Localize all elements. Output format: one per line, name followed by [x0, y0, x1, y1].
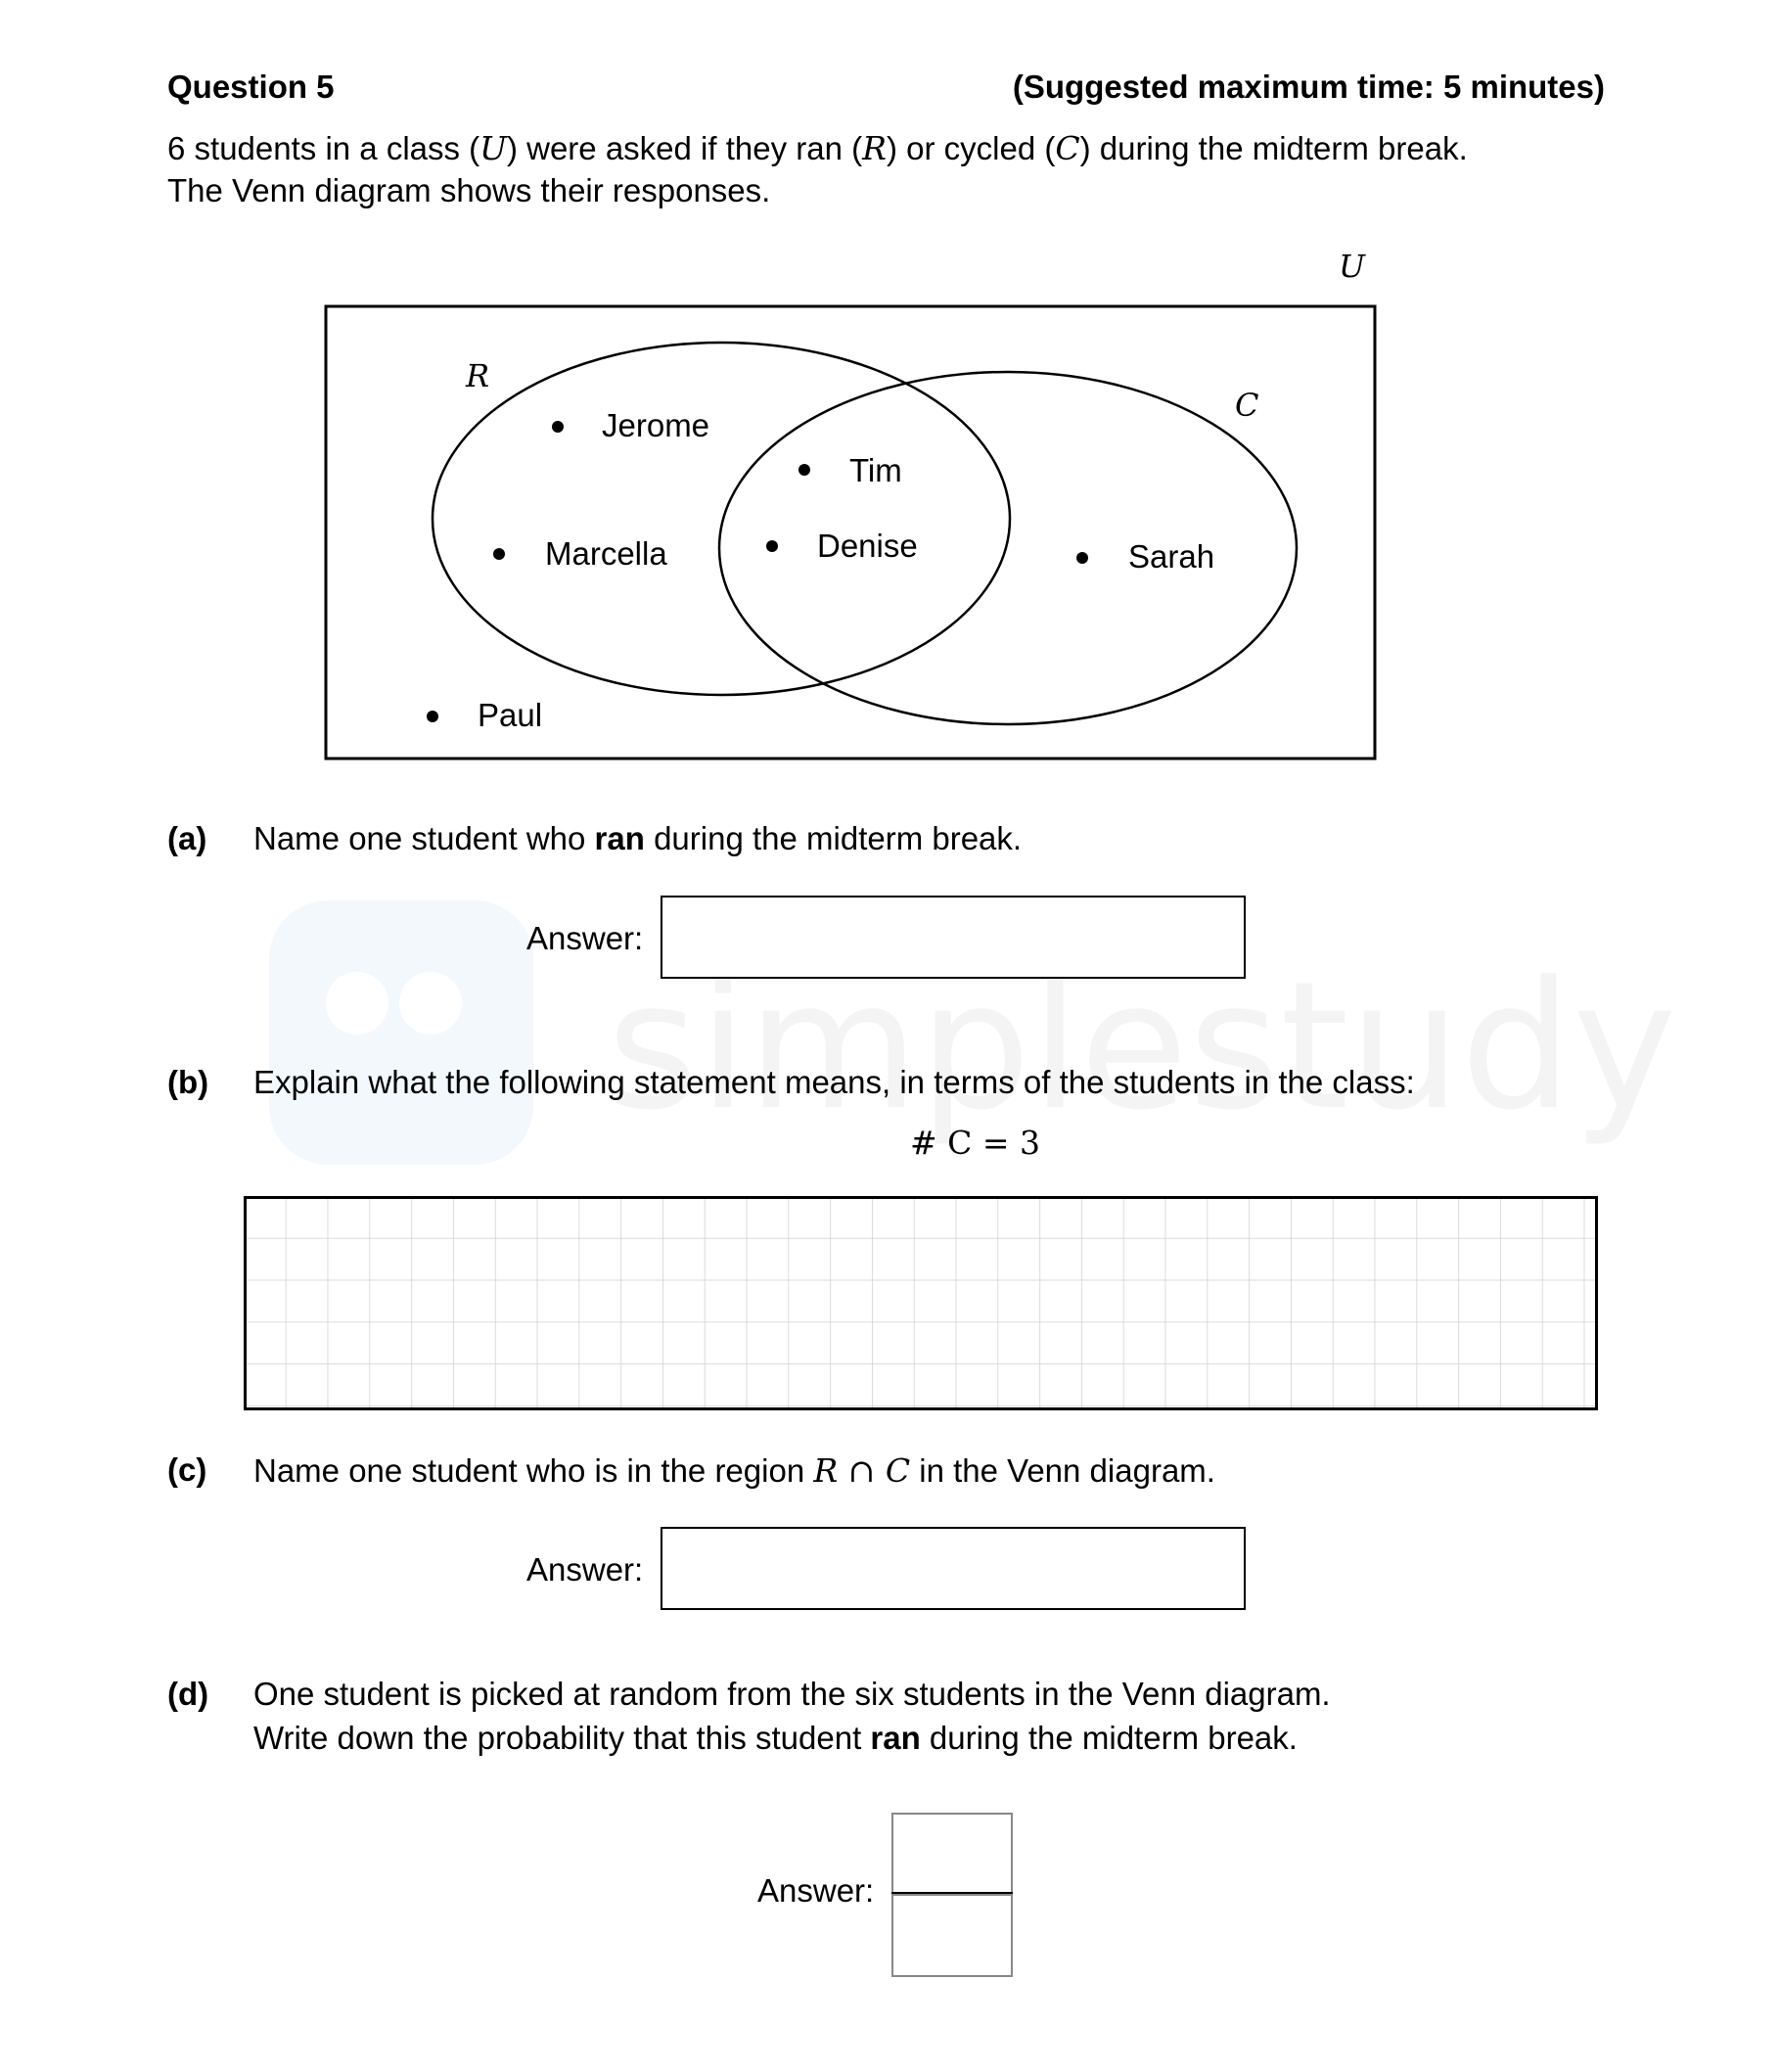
part-d-label: (d) [167, 1676, 209, 1712]
part-d-answer-label: Answer: [757, 1872, 875, 1909]
part-b-text: Explain what the following statement means, in terms of the students in the class: [253, 1064, 1415, 1100]
student-dot [552, 421, 564, 433]
universe-label: U [1339, 248, 1365, 285]
student-tim: Tim [849, 452, 902, 488]
part-d-line-1: One student is picked at random from the six students in the Venn diagram. [253, 1676, 1331, 1712]
time-note: (Suggested maximum time: 5 minutes) [1012, 69, 1605, 105]
part-c-label: (c) [167, 1451, 207, 1488]
student-marcella: Marcella [545, 535, 667, 572]
part-c-text: Name one student who is in the region R ∩ C in the Venn diagram. [253, 1451, 1215, 1490]
part-c-answer-label: Answer: [526, 1551, 644, 1588]
part-c-answer-box[interactable] [661, 1527, 1246, 1610]
student-dot [427, 711, 438, 722]
question-label: Question 5 [167, 69, 335, 105]
student-sarah: Sarah [1128, 538, 1215, 575]
part-a-answer-box[interactable] [661, 896, 1246, 979]
set-c-label: C [1235, 387, 1259, 424]
set-r-label: R [466, 357, 490, 394]
part-d-numerator-box[interactable] [891, 1813, 1013, 1896]
student-dot [1076, 552, 1088, 564]
set-r-ellipse [433, 343, 1010, 695]
student-denise: Denise [817, 528, 918, 564]
part-a-label: (a) [167, 820, 207, 856]
watermark-logo-icon [264, 896, 538, 1170]
intro-line-2: The Venn diagram shows their responses. [167, 172, 771, 208]
part-b-statement: # C = 3 [910, 1124, 1041, 1162]
student-dot [493, 548, 505, 560]
student-dot [798, 464, 810, 476]
intro-line-1: 6 students in a class (U) were asked if they ran (R) or cycled (C) during the midterm break. [167, 129, 1468, 167]
part-d-line-2: Write down the probability that this student ran during the midterm break. [253, 1720, 1298, 1756]
part-a-answer-label: Answer: [526, 920, 644, 956]
part-b-grid-answer-area[interactable] [244, 1196, 1598, 1410]
part-b-label: (b) [167, 1064, 209, 1100]
part-a-text: Name one student who ran during the midterm break. [253, 820, 1023, 856]
venn-diagram [0, 0, 1779, 783]
part-d-denominator-box[interactable] [891, 1894, 1013, 1977]
student-dot [766, 540, 778, 552]
student-paul: Paul [478, 697, 543, 733]
fraction-bar [891, 1892, 1013, 1894]
student-jerome: Jerome [602, 407, 710, 443]
